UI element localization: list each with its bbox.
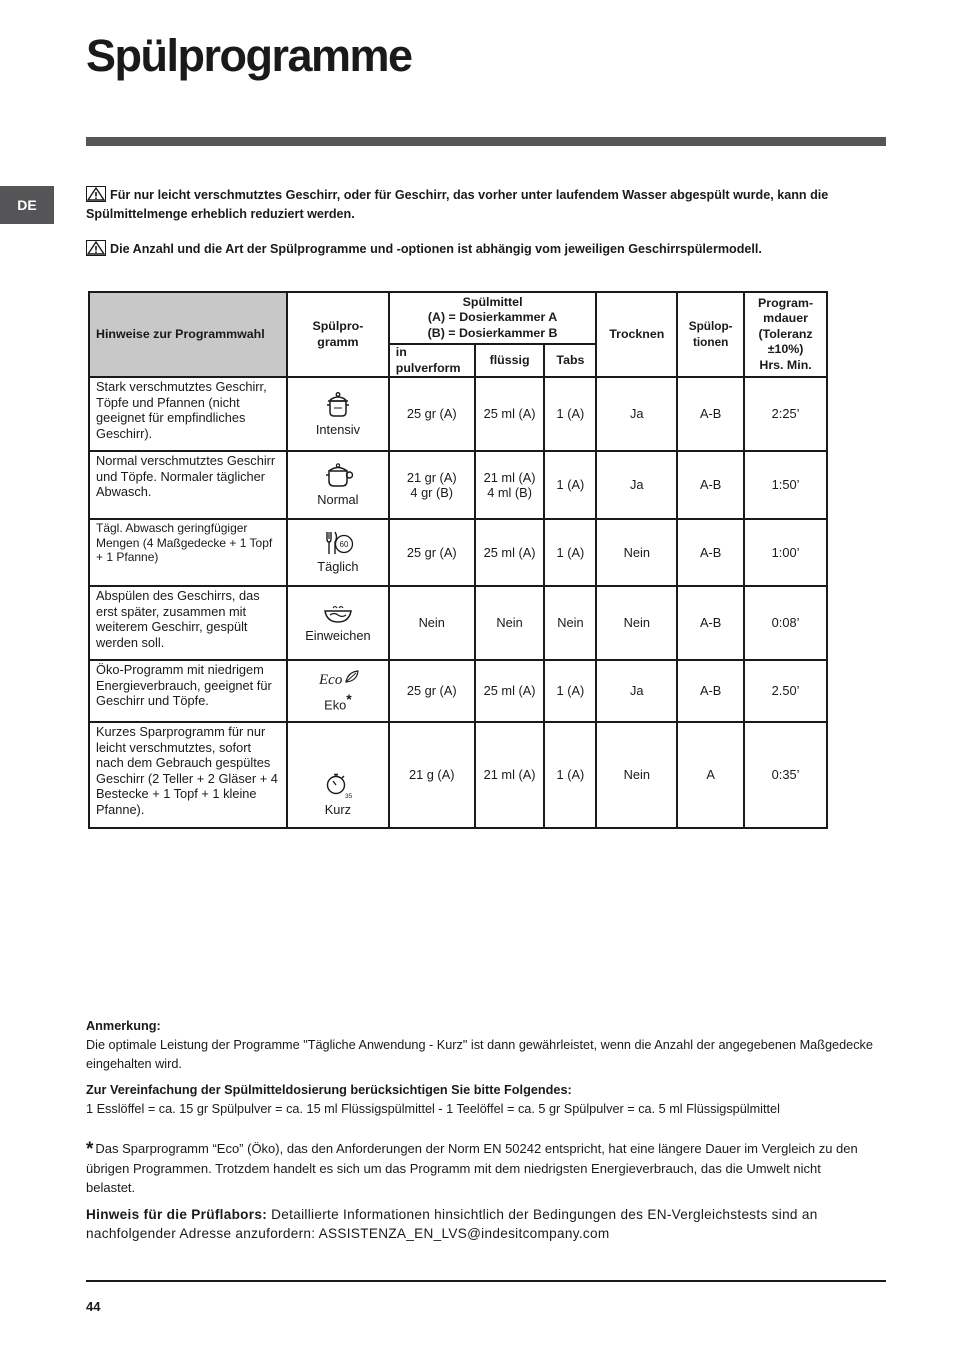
row-duration: 0:08’ [744,586,827,660]
row-program: Einweichen [287,586,389,660]
row-options: A-B [677,451,744,519]
row-options: A-B [677,377,744,451]
eco-footnote [86,1139,866,1197]
table-row [89,377,827,451]
header-drying: Trocknen [596,292,677,377]
warning-note-2 [86,240,846,259]
row-powder: 25 gr (A) [389,377,475,451]
row-drying: Nein [596,586,677,660]
header-detergent: Spülmittel (A) = Dosierkammer A (B) = Dosierkammer B [389,292,597,344]
row-tabs: Nein [544,586,596,660]
svg-text:60: 60 [339,540,349,550]
pot-with-lid-icon [321,391,355,419]
labs-text: Detaillierte Informationen hinsichtlich der Bedingungen des EN-Vergleichstests sind an nachfolgender Adresse anzufordern: ASSISTENZA_EN_LVS@indesitcompany.com [86,1207,818,1241]
table-row [89,519,827,586]
header-options: Spülop- tionen [677,292,744,377]
row-duration: 0:35’ [744,722,827,828]
eco-leaf-icon [315,669,361,689]
warning-text-1: Für nur leicht verschmutztes Geschirr, oder für Geschirr, das vorher unter laufendem Wasser abgespült wurde, kann die Spülmittelmenge erheblich reduziert werden. [86,188,829,221]
cutlery-60-icon [321,530,355,556]
header-program: Spülpro- gramm [287,292,389,377]
header-duration: Program- mdauer (Toleranz ±10%) Hrs. Min. [744,292,827,377]
soak-bowl-icon [321,603,355,625]
row-tabs: 1 (A) [544,377,596,451]
row-duration: 2.50’ [744,660,827,722]
warning-icon [86,186,106,202]
row-program: 60 Täglich [287,519,389,586]
row-duration: 1:00’ [744,519,827,586]
bottom-divider [86,1280,886,1282]
row-tabs: 1 (A) [544,660,596,722]
row-liquid: 21 ml (A) [475,722,545,828]
row-hint: Tägl. Abwasch geringfügiger Mengen (4 Maßgedecke + 1 Topf + 1 Pfanne) [89,519,287,586]
header-liquid: flüssig [475,344,545,377]
row-program: Intensiv [287,377,389,451]
row-tabs: 1 (A) [544,519,596,586]
labs-note [86,1206,866,1243]
row-liquid: 25 ml (A) [475,377,545,451]
pot-icon [321,463,355,489]
remark-text: Die optimale Leistung der Programme "Tägliche Anwendung - Kurz" ist dann gewährleistet, wenn die Anzahl der angegebenen Maßgedecke eingehalten wird. [86,1038,873,1071]
row-liquid: 21 ml (A) 4 ml (B) [475,451,545,519]
program-table [88,291,828,829]
row-options: A-B [677,519,744,586]
row-program: 35 Kurz [287,722,389,828]
row-hint: Öko-Programm mit niedrigem Energieverbrauch, geeignet für Geschirr und Töpfe. [89,660,287,722]
row-drying: Ja [596,451,677,519]
row-hint: Stark verschmutztes Geschirr, Töpfe und Pfannen (nicht geeignet für empfindliches Geschirr). [89,377,287,451]
row-options: A-B [677,586,744,660]
row-powder: 25 gr (A) [389,519,475,586]
row-program: Eco Eko* [287,660,389,722]
row-hint: Kurzes Sparprogramm für nur leicht verschmutztes, sofort nach dem Gebrauch gespültes Geschirr (2 Teller + 2 Gläser + 4 Bestecke + 1 Topf + 1 kleine Pfanne). [89,722,287,828]
top-divider [86,137,886,146]
svg-text:35: 35 [344,792,353,799]
row-tabs: 1 (A) [544,451,596,519]
footnote-star: * [86,1139,94,1160]
table-row [89,586,827,660]
row-duration: 2:25’ [744,377,827,451]
warning-note-1 [86,186,846,224]
row-powder: 25 gr (A) [389,660,475,722]
stopwatch-35-icon [323,771,353,799]
dosage-title: Zur Vereinfachung der Spülmitteldosierung berücksichtigen Sie bitte Folgendes: [86,1083,572,1097]
row-powder: 21 g (A) [389,722,475,828]
row-liquid: 25 ml (A) [475,519,545,586]
row-hint: Normal verschmutztes Geschirr und Töpfe. Normaler täglicher Abwasch. [89,451,287,519]
table-row [89,722,827,828]
row-liquid: 25 ml (A) [475,660,545,722]
svg-text:Eco: Eco [318,672,343,689]
page-number: 44 [86,1299,101,1314]
header-hint: Hinweise zur Programmwahl [89,292,287,377]
remark-block [86,1017,886,1074]
warning-icon [86,240,106,256]
row-drying: Ja [596,377,677,451]
row-drying: Nein [596,519,677,586]
table-row [89,660,827,722]
eco-footnote-text: Das Sparprogramm “Eco” (Öko), das den Anforderungen der Norm EN 50242 entspricht, hat eine längere Dauer im Vergleich zu den übrigen Programmen. Trotzdem handelt es sich um das Programm mit dem niedrigsten Energieverbrauch, das die Umwelt nicht belastet. [86,1141,858,1195]
row-drying: Nein [596,722,677,828]
row-liquid: Nein [475,586,545,660]
table-row [89,451,827,519]
row-program: Normal [287,451,389,519]
row-powder: 21 gr (A) 4 gr (B) [389,451,475,519]
row-hint: Abspülen des Geschirrs, das erst später, zusammen mit weiterem Geschirr, gespült werden soll. [89,586,287,660]
header-powder: in pulverform [389,344,475,377]
dosage-block [86,1081,886,1119]
language-tab: DE [0,186,54,224]
row-tabs: 1 (A) [544,722,596,828]
warning-text-2: Die Anzahl und die Art der Spülprogramme und -optionen ist abhängig vom jeweiligen Geschirrspülermodell. [110,242,762,256]
page-title: Spülprogramme [86,30,412,81]
remark-title: Anmerkung: [86,1019,161,1033]
dosage-text: 1 Esslöffel = ca. 15 gr Spülpulver = ca. 15 ml Flüssigspülmittel - 1 Teelöffel = ca. 5 gr Spülpulver = ca. 5 ml Flüssigspülmittel [86,1102,780,1116]
row-powder: Nein [389,586,475,660]
labs-title: Hinweis für die Prüflabors: [86,1207,268,1222]
row-duration: 1:50’ [744,451,827,519]
row-drying: Ja [596,660,677,722]
header-tabs: Tabs [544,344,596,377]
row-options: A [677,722,744,828]
row-options: A-B [677,660,744,722]
